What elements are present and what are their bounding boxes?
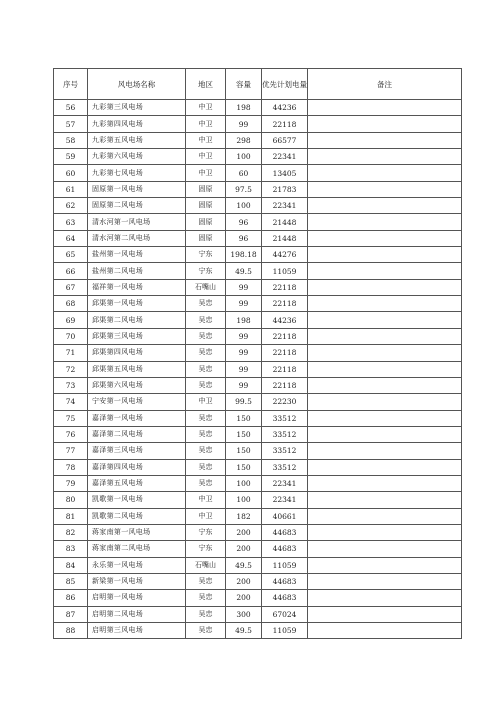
table-row	[54, 100, 462, 116]
cell-name: 九彩第三风电场	[88, 100, 186, 116]
cell-capacity: 100	[226, 198, 262, 214]
cell-region: 吴忠	[186, 410, 226, 426]
cell-region: 固原	[186, 181, 226, 197]
cell-region: 中卫	[186, 394, 226, 410]
cell-output: 22341	[262, 492, 308, 508]
cell-capacity: 96	[226, 230, 262, 246]
cell-capacity: 99	[226, 361, 262, 377]
cell-seq: 83	[54, 541, 88, 557]
cell-capacity: 49.5	[226, 263, 262, 279]
cell-seq: 82	[54, 524, 88, 540]
cell-output: 44236	[262, 100, 308, 116]
table-row	[54, 377, 462, 393]
header-region: 地区	[186, 69, 226, 100]
cell-notes	[308, 541, 462, 557]
cell-region: 吴忠	[186, 328, 226, 344]
table-row	[54, 247, 462, 263]
cell-seq: 67	[54, 279, 88, 295]
cell-seq: 76	[54, 426, 88, 442]
cell-name: 嘉泽第三风电场	[88, 443, 186, 459]
cell-capacity: 99	[226, 377, 262, 393]
cell-capacity: 198	[226, 312, 262, 328]
cell-output: 40661	[262, 508, 308, 524]
cell-name: 嘉泽第一风电场	[88, 410, 186, 426]
cell-output: 11059	[262, 557, 308, 573]
cell-region: 石嘴山	[186, 279, 226, 295]
cell-capacity: 200	[226, 590, 262, 606]
cell-capacity: 99	[226, 279, 262, 295]
cell-name: 邱渠第一风电场	[88, 296, 186, 312]
cell-seq: 81	[54, 508, 88, 524]
cell-region: 中卫	[186, 116, 226, 132]
header-notes: 备注	[308, 69, 462, 100]
cell-seq: 88	[54, 623, 88, 639]
cell-seq: 73	[54, 377, 88, 393]
cell-output: 66577	[262, 132, 308, 148]
cell-region: 吴忠	[186, 623, 226, 639]
table-row	[54, 606, 462, 622]
cell-name: 九彩第七风电场	[88, 165, 186, 181]
cell-region: 固原	[186, 198, 226, 214]
cell-capacity: 298	[226, 132, 262, 148]
cell-region: 吴忠	[186, 443, 226, 459]
table-row	[54, 410, 462, 426]
cell-capacity: 49.5	[226, 623, 262, 639]
cell-output: 22118	[262, 116, 308, 132]
cell-output: 44683	[262, 590, 308, 606]
cell-name: 清水河第一风电场	[88, 214, 186, 230]
cell-output: 33512	[262, 410, 308, 426]
cell-seq: 69	[54, 312, 88, 328]
cell-capacity: 150	[226, 426, 262, 442]
cell-seq: 84	[54, 557, 88, 573]
cell-region: 吴忠	[186, 345, 226, 361]
cell-name: 启明第一风电场	[88, 590, 186, 606]
cell-output: 22118	[262, 279, 308, 295]
cell-seq: 60	[54, 165, 88, 181]
cell-seq: 86	[54, 590, 88, 606]
cell-output: 33512	[262, 443, 308, 459]
cell-region: 吴忠	[186, 426, 226, 442]
cell-seq: 87	[54, 606, 88, 622]
cell-capacity: 99	[226, 345, 262, 361]
cell-output: 44683	[262, 541, 308, 557]
cell-region: 中卫	[186, 165, 226, 181]
cell-notes	[308, 116, 462, 132]
cell-notes	[308, 100, 462, 116]
table-row	[54, 459, 462, 475]
table-row	[54, 132, 462, 148]
cell-output: 21448	[262, 230, 308, 246]
table-row	[54, 590, 462, 606]
cell-capacity: 97.5	[226, 181, 262, 197]
cell-capacity: 99	[226, 116, 262, 132]
cell-name: 启明第三风电场	[88, 623, 186, 639]
cell-output: 44236	[262, 312, 308, 328]
table-row	[54, 279, 462, 295]
cell-notes	[308, 394, 462, 410]
table-row	[54, 345, 462, 361]
cell-notes	[308, 475, 462, 491]
cell-notes	[308, 149, 462, 165]
table-row	[54, 541, 462, 557]
cell-region: 中卫	[186, 149, 226, 165]
cell-notes	[308, 132, 462, 148]
header-name: 风电场名称	[88, 69, 186, 100]
cell-capacity: 198	[226, 100, 262, 116]
cell-capacity: 300	[226, 606, 262, 622]
header-seq: 序号	[54, 69, 88, 100]
cell-notes	[308, 524, 462, 540]
cell-region: 中卫	[186, 132, 226, 148]
cell-name: 固原第二风电场	[88, 198, 186, 214]
table-header-row	[54, 69, 462, 100]
cell-name: 邱渠第四风电场	[88, 345, 186, 361]
table-row	[54, 573, 462, 589]
cell-region: 吴忠	[186, 361, 226, 377]
cell-region: 吴忠	[186, 475, 226, 491]
cell-capacity: 49.5	[226, 557, 262, 573]
cell-notes	[308, 377, 462, 393]
cell-name: 凯歌第二风电场	[88, 508, 186, 524]
cell-notes	[308, 263, 462, 279]
cell-name: 清水河第二风电场	[88, 230, 186, 246]
cell-name: 蒋家南第一风电场	[88, 524, 186, 540]
cell-notes	[308, 165, 462, 181]
cell-name: 九彩第五风电场	[88, 132, 186, 148]
table-row	[54, 198, 462, 214]
cell-region: 固原	[186, 230, 226, 246]
cell-notes	[308, 181, 462, 197]
cell-output: 13405	[262, 165, 308, 181]
cell-name: 嘉泽第四风电场	[88, 459, 186, 475]
cell-name: 固原第一风电场	[88, 181, 186, 197]
cell-seq: 80	[54, 492, 88, 508]
cell-region: 中卫	[186, 492, 226, 508]
cell-notes	[308, 361, 462, 377]
cell-output: 22118	[262, 361, 308, 377]
cell-output: 22341	[262, 198, 308, 214]
cell-notes	[308, 345, 462, 361]
cell-seq: 79	[54, 475, 88, 491]
cell-seq: 58	[54, 132, 88, 148]
cell-name: 盐州第二风电场	[88, 263, 186, 279]
table-row	[54, 443, 462, 459]
cell-output: 22341	[262, 149, 308, 165]
cell-name: 嘉泽第五风电场	[88, 475, 186, 491]
cell-output: 22118	[262, 296, 308, 312]
header-capacity: 容量	[226, 69, 262, 100]
cell-output: 22118	[262, 345, 308, 361]
cell-capacity: 200	[226, 541, 262, 557]
cell-output: 11059	[262, 623, 308, 639]
cell-output: 21783	[262, 181, 308, 197]
cell-capacity: 150	[226, 459, 262, 475]
table-row	[54, 214, 462, 230]
cell-region: 吴忠	[186, 377, 226, 393]
cell-seq: 61	[54, 181, 88, 197]
cell-notes	[308, 426, 462, 442]
cell-name: 凯歌第一风电场	[88, 492, 186, 508]
table-row	[54, 165, 462, 181]
table-row	[54, 623, 462, 639]
cell-seq: 71	[54, 345, 88, 361]
cell-capacity: 100	[226, 475, 262, 491]
cell-output: 22341	[262, 475, 308, 491]
cell-notes	[308, 573, 462, 589]
cell-output: 22230	[262, 394, 308, 410]
cell-output: 11059	[262, 263, 308, 279]
cell-region: 吴忠	[186, 459, 226, 475]
table-row	[54, 263, 462, 279]
cell-name: 邱渠第三风电场	[88, 328, 186, 344]
cell-capacity: 100	[226, 492, 262, 508]
table-row	[54, 426, 462, 442]
cell-region: 中卫	[186, 508, 226, 524]
table-row	[54, 181, 462, 197]
cell-name: 邱渠第六风电场	[88, 377, 186, 393]
cell-region: 宁东	[186, 541, 226, 557]
cell-capacity: 200	[226, 524, 262, 540]
cell-notes	[308, 443, 462, 459]
cell-seq: 66	[54, 263, 88, 279]
cell-capacity: 99	[226, 296, 262, 312]
cell-output: 67024	[262, 606, 308, 622]
cell-notes	[308, 230, 462, 246]
table-row	[54, 557, 462, 573]
table-row	[54, 361, 462, 377]
cell-notes	[308, 606, 462, 622]
cell-region: 中卫	[186, 100, 226, 116]
cell-output: 33512	[262, 426, 308, 442]
cell-seq: 56	[54, 100, 88, 116]
cell-name: 邱渠第五风电场	[88, 361, 186, 377]
cell-seq: 78	[54, 459, 88, 475]
cell-seq: 74	[54, 394, 88, 410]
table-row	[54, 492, 462, 508]
cell-region: 吴忠	[186, 312, 226, 328]
cell-seq: 77	[54, 443, 88, 459]
cell-notes	[308, 279, 462, 295]
cell-output: 22118	[262, 328, 308, 344]
cell-notes	[308, 410, 462, 426]
cell-capacity: 100	[226, 149, 262, 165]
cell-name: 蒋家南第二风电场	[88, 541, 186, 557]
cell-output: 22118	[262, 377, 308, 393]
cell-name: 九彩第六风电场	[88, 149, 186, 165]
cell-notes	[308, 508, 462, 524]
cell-name: 邱渠第二风电场	[88, 312, 186, 328]
cell-capacity: 182	[226, 508, 262, 524]
cell-capacity: 198.18	[226, 247, 262, 263]
cell-seq: 63	[54, 214, 88, 230]
cell-seq: 85	[54, 573, 88, 589]
cell-name: 福祥第一风电场	[88, 279, 186, 295]
cell-output: 44276	[262, 247, 308, 263]
cell-output: 21448	[262, 214, 308, 230]
cell-seq: 70	[54, 328, 88, 344]
cell-seq: 62	[54, 198, 88, 214]
table-row	[54, 149, 462, 165]
cell-region: 固原	[186, 214, 226, 230]
cell-notes	[308, 590, 462, 606]
cell-notes	[308, 623, 462, 639]
cell-output: 44683	[262, 573, 308, 589]
table-row	[54, 524, 462, 540]
cell-seq: 59	[54, 149, 88, 165]
cell-capacity: 96	[226, 214, 262, 230]
cell-name: 新梁第一风电场	[88, 573, 186, 589]
cell-output: 44683	[262, 524, 308, 540]
cell-seq: 57	[54, 116, 88, 132]
table-row	[54, 296, 462, 312]
table-row	[54, 312, 462, 328]
cell-notes	[308, 492, 462, 508]
cell-notes	[308, 459, 462, 475]
cell-name: 嘉泽第二风电场	[88, 426, 186, 442]
table-row	[54, 328, 462, 344]
cell-notes	[308, 296, 462, 312]
cell-region: 吴忠	[186, 573, 226, 589]
cell-capacity: 99.5	[226, 394, 262, 410]
table-row	[54, 230, 462, 246]
cell-name: 宁安第一风电场	[88, 394, 186, 410]
cell-region: 吴忠	[186, 590, 226, 606]
cell-output: 33512	[262, 459, 308, 475]
cell-capacity: 60	[226, 165, 262, 181]
cell-seq: 65	[54, 247, 88, 263]
cell-seq: 64	[54, 230, 88, 246]
cell-region: 宁东	[186, 247, 226, 263]
cell-seq: 75	[54, 410, 88, 426]
cell-region: 宁东	[186, 263, 226, 279]
cell-region: 吴忠	[186, 606, 226, 622]
cell-capacity: 150	[226, 443, 262, 459]
table-row	[54, 394, 462, 410]
cell-region: 宁东	[186, 524, 226, 540]
cell-seq: 68	[54, 296, 88, 312]
cell-notes	[308, 328, 462, 344]
table-row	[54, 475, 462, 491]
cell-region: 吴忠	[186, 296, 226, 312]
table-row	[54, 116, 462, 132]
cell-name: 启明第二风电场	[88, 606, 186, 622]
cell-seq: 72	[54, 361, 88, 377]
cell-name: 盐州第一风电场	[88, 247, 186, 263]
wind-farm-table	[53, 68, 462, 639]
cell-name: 永乐第一风电场	[88, 557, 186, 573]
cell-notes	[308, 198, 462, 214]
cell-capacity: 150	[226, 410, 262, 426]
header-output: 优先计划电量	[262, 69, 308, 100]
cell-notes	[308, 247, 462, 263]
cell-capacity: 200	[226, 573, 262, 589]
cell-name: 九彩第四风电场	[88, 116, 186, 132]
cell-capacity: 99	[226, 328, 262, 344]
cell-notes	[308, 214, 462, 230]
cell-notes	[308, 312, 462, 328]
table-row	[54, 508, 462, 524]
cell-notes	[308, 557, 462, 573]
cell-region: 石嘴山	[186, 557, 226, 573]
